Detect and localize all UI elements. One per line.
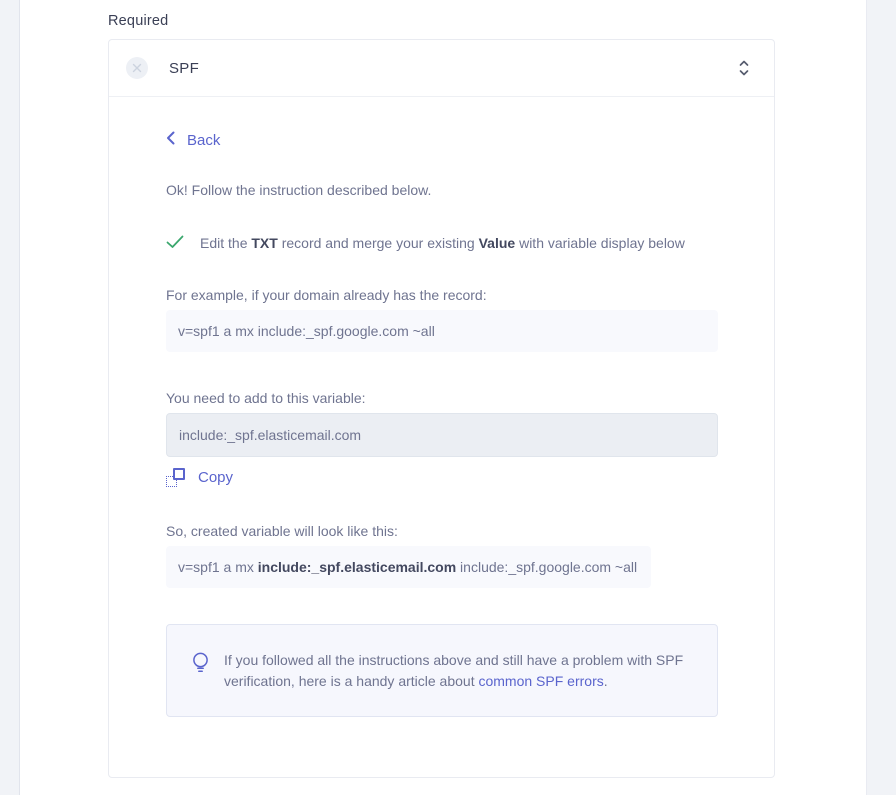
result-suffix: include:_spf.google.com ~all	[456, 559, 638, 575]
instruction-bold-value: Value	[478, 235, 516, 251]
spf-card	[108, 39, 775, 778]
tip-box	[166, 624, 718, 717]
variable-label: You need to add to this variable:	[166, 390, 366, 406]
card-title: SPF	[169, 59, 200, 77]
back-label: Back	[187, 131, 221, 149]
instruction-prefix: Edit the	[200, 235, 252, 251]
tip-after-link: .	[603, 672, 608, 689]
chevron-up-down-icon[interactable]	[738, 59, 750, 77]
copy-icon	[166, 468, 185, 487]
result-section	[166, 523, 718, 588]
copy-button[interactable]	[166, 466, 233, 489]
instruction-suffix: with variable display below	[515, 235, 685, 251]
variable-value: include:_spf.elasticemail.com	[179, 427, 362, 443]
section-label-required: Required	[108, 13, 169, 29]
example-record-value: v=spf1 a mx include:_spf.google.com ~all	[178, 323, 435, 339]
chevron-left-icon	[166, 131, 175, 149]
variable-value-box[interactable]	[166, 413, 718, 457]
example-label: For example, if your domain already has the record:	[166, 287, 487, 303]
result-label: So, created variable will look like this:	[166, 523, 398, 539]
intro-text: Ok! Follow the instruction described below.	[166, 182, 432, 198]
instruction-bold-txt: TXT	[251, 235, 278, 251]
check-icon	[166, 235, 184, 252]
main-content	[108, 0, 775, 778]
copy-label: Copy	[198, 469, 234, 486]
instruction-middle: record and merge your existing	[277, 235, 479, 251]
status-x-circle-icon	[126, 57, 148, 79]
lightbulb-icon	[192, 652, 209, 678]
instruction-text	[200, 234, 685, 252]
back-link[interactable]	[166, 131, 220, 149]
tip-text	[224, 650, 693, 691]
example-record-box	[166, 310, 718, 352]
spf-card-body	[109, 97, 774, 777]
spf-card-header[interactable]	[109, 40, 774, 97]
result-bold: include:_spf.elasticemail.com	[257, 559, 457, 575]
spf-errors-link[interactable]: common SPF errors	[478, 672, 604, 689]
page-background-right	[866, 0, 896, 795]
result-record-box	[166, 546, 651, 588]
page-background-left	[0, 0, 20, 795]
instruction-row	[166, 234, 718, 252]
result-prefix: v=spf1 a mx	[178, 559, 258, 575]
tip-before-link: If you followed all the instructions above and still have a problem with SPF verification, here is a handy article about	[224, 652, 684, 689]
